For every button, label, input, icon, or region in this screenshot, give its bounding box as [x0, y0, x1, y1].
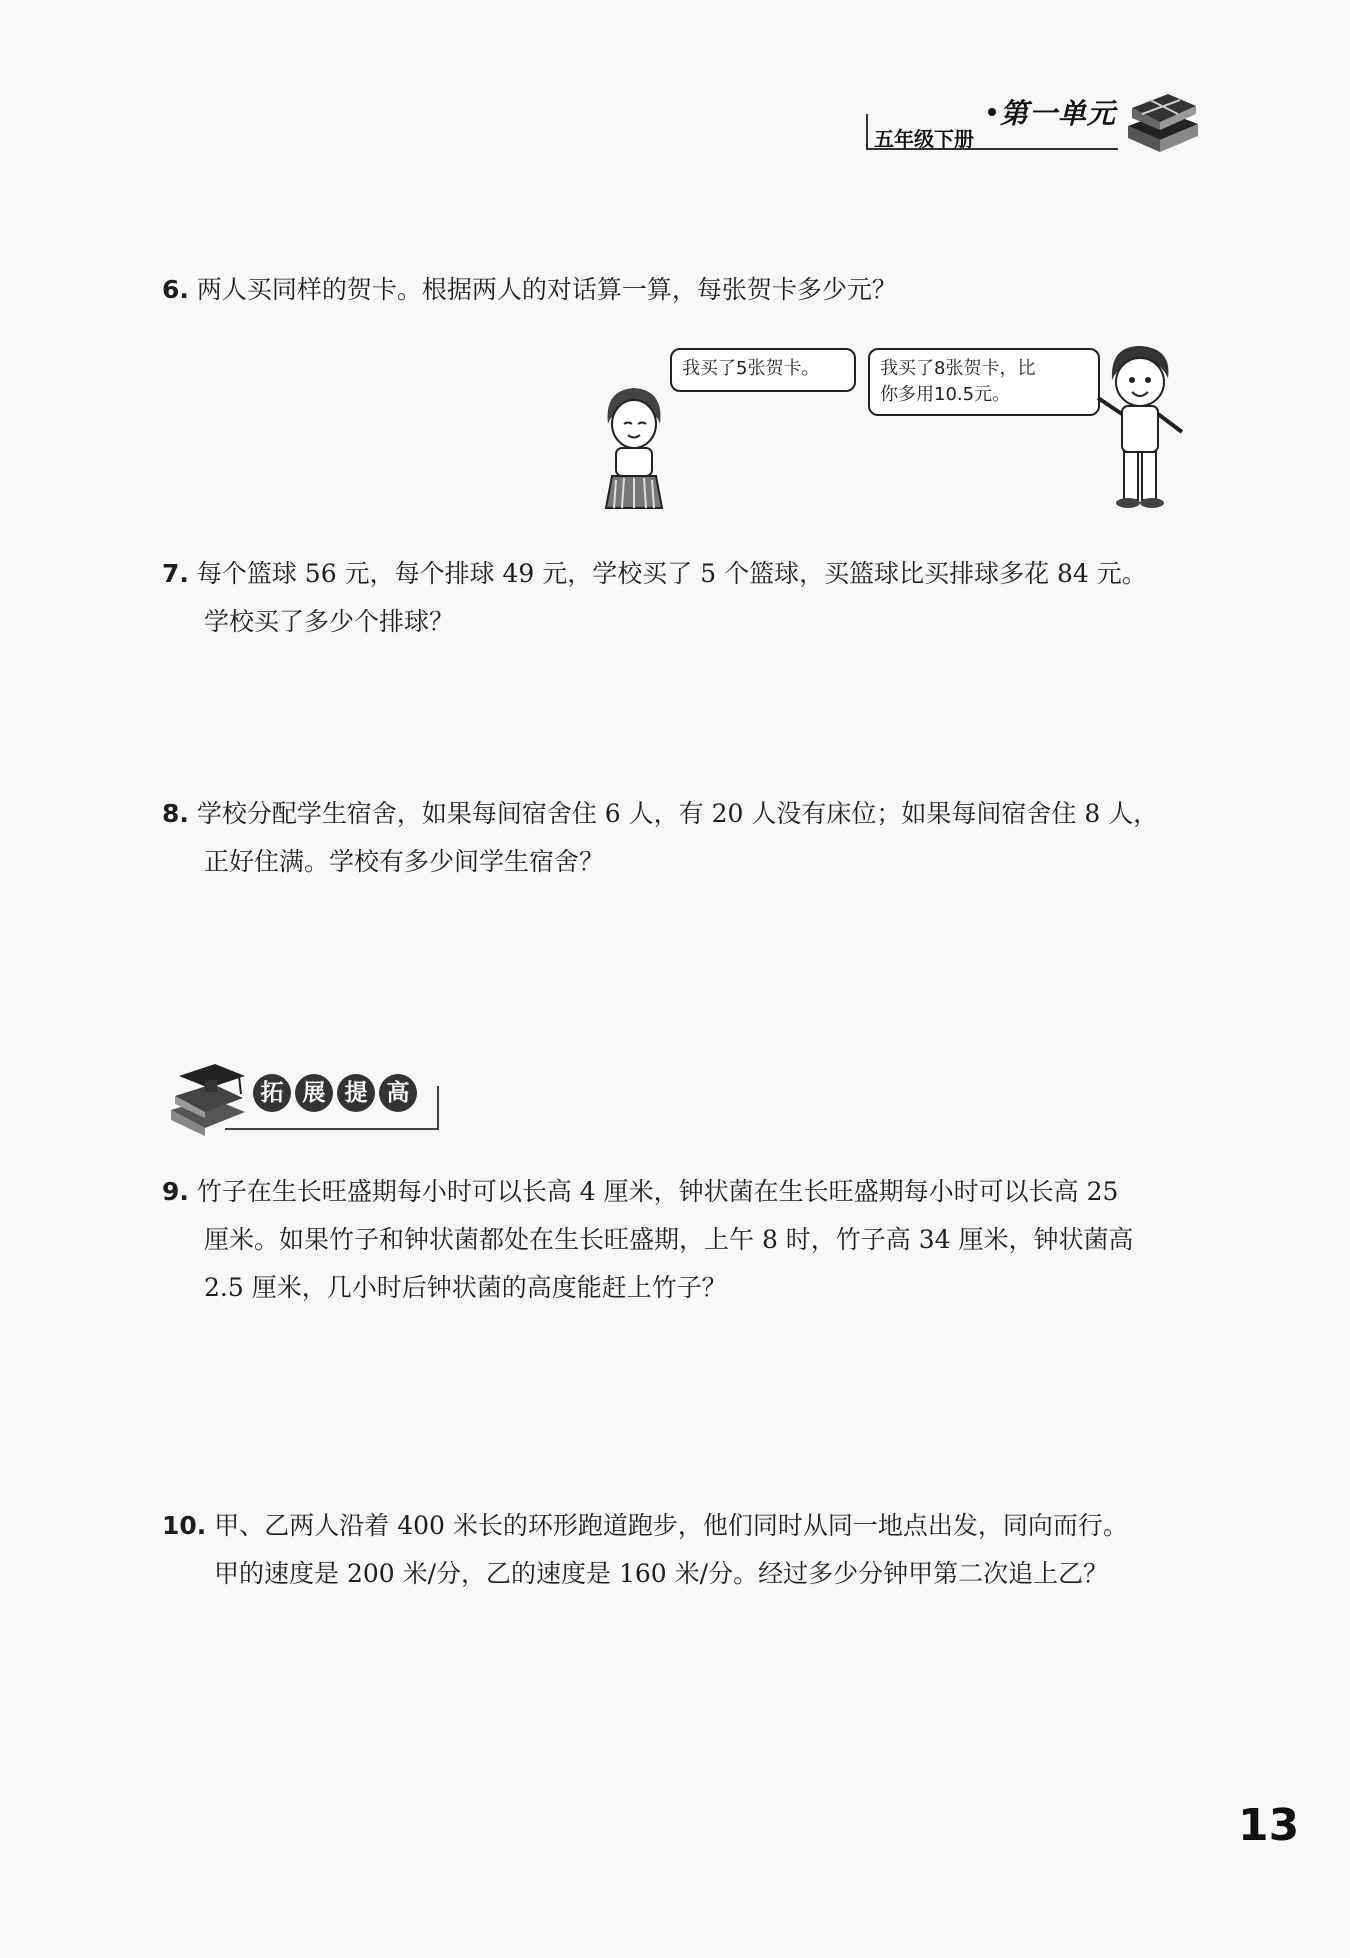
question-8 [162, 790, 1158, 886]
grade-label: 五年级下册 [874, 127, 974, 151]
girl-speech-bubble [670, 348, 856, 392]
question-text: 甲的速度是 200 米/分，乙的速度是 160 米/分。经过多少分钟甲第二次追上乙？ [214, 1559, 1109, 1588]
unit-title: 第一单元 [1000, 97, 1117, 130]
question-text: 竹子在生长旺盛期每小时可以长高 4 厘米，钟状菌在生长旺盛期每小时可以长高 25 [196, 1177, 1119, 1206]
question-text: 2.5 厘米，几小时后钟状菌的高度能赶上竹子？ [204, 1273, 727, 1302]
question-text: 每个篮球 56 元，每个排球 49 元，学校买了 5 个篮球，买篮球比买排球多花 84 元。 [196, 559, 1147, 588]
question-6 [162, 266, 897, 314]
page-number: 13 [1238, 1800, 1300, 1851]
book-stack-graduation-cap-icon [165, 1058, 255, 1138]
girl-figure-icon [590, 380, 680, 510]
boy-speech-line-1: 我买了8张贺卡，比 [880, 358, 1036, 379]
question-number: 10. [162, 1511, 207, 1540]
question-text: 正好住满。学校有多少间学生宿舍？ [204, 847, 605, 876]
question-text: 两人买同样的贺卡。根据两人的对话算一算，每张贺卡多少元？ [196, 275, 897, 304]
question-text: 学校买了多少个排球？ [204, 607, 455, 636]
section-title-char: 提 [337, 1074, 375, 1112]
boy-speech-line-2: 你多用10.5元。 [880, 384, 1011, 405]
unit-header [860, 78, 1200, 158]
question-number: 7. [162, 559, 189, 588]
dialogue-illustration [590, 340, 1200, 510]
section-title-char: 展 [295, 1074, 333, 1112]
unit-dot [988, 108, 996, 116]
question-text: 厘米。如果竹子和钟状菌都处在生长旺盛期，上午 8 时，竹子高 34 厘米，钟状菌高 [204, 1225, 1134, 1254]
section-title [253, 1074, 417, 1112]
question-7 [162, 550, 1147, 646]
question-text: 学校分配学生宿舍，如果每间宿舍住 6 人，有 20 人没有床位；如果每间宿舍住 8 人， [196, 799, 1159, 828]
book-stack-icon [1122, 78, 1202, 158]
question-9 [162, 1168, 1134, 1312]
section-banner-extension [165, 1058, 445, 1138]
boy-figure-icon [1090, 340, 1190, 510]
girl-speech-text: 我买了5张贺卡。 [682, 358, 820, 379]
section-title-char: 拓 [253, 1074, 291, 1112]
boy-speech-bubble [868, 348, 1100, 416]
question-number: 9. [162, 1177, 189, 1206]
question-number: 6. [162, 275, 189, 304]
question-10 [162, 1502, 1128, 1598]
question-number: 8. [162, 799, 189, 828]
section-title-char: 高 [379, 1074, 417, 1112]
question-text: 甲、乙两人沿着 400 米长的环形跑道跑步，他们同时从同一地点出发，同向而行。 [214, 1511, 1128, 1540]
